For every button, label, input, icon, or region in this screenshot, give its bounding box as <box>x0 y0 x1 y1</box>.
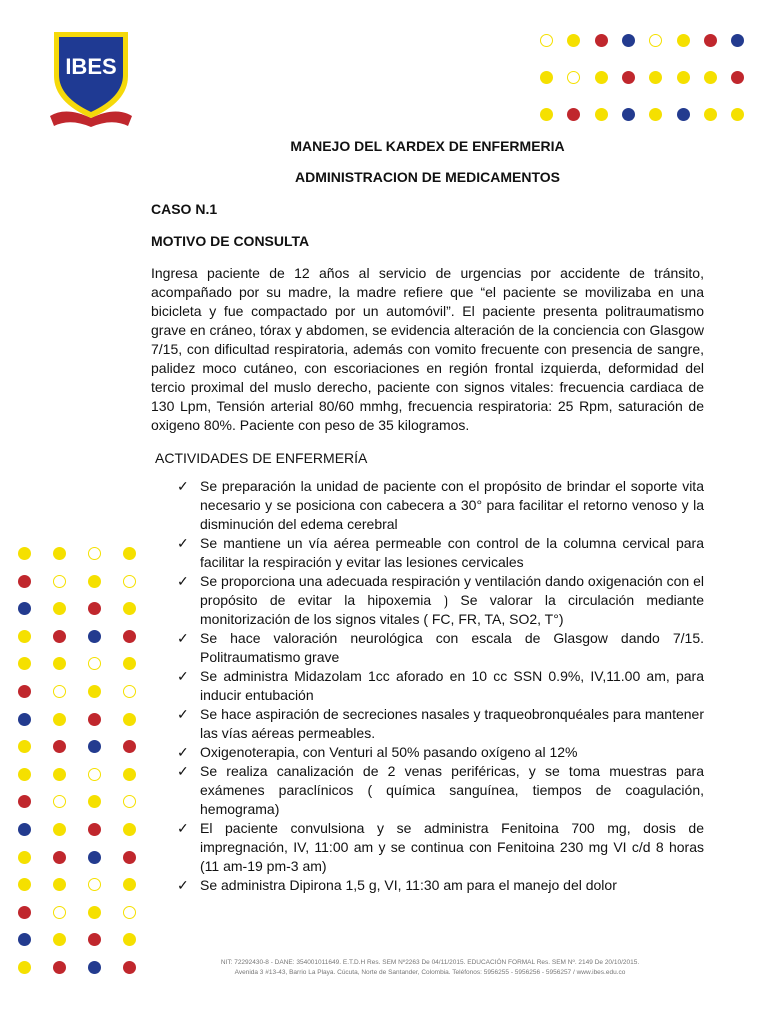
decorative-dot <box>731 71 744 84</box>
decorative-dot <box>18 713 31 726</box>
decorative-dot <box>53 630 66 643</box>
decorative-dot <box>18 851 31 864</box>
activity-text: Se hace valoración neurológica con escala de Glasgow dando 7/15. Politraumatismo grave <box>200 630 704 665</box>
decorative-dot <box>88 685 101 698</box>
decorative-dot <box>123 851 136 864</box>
decorative-dot <box>18 795 31 808</box>
footer-line-2: Avenida 3 #13-43, Barrio La Playa. Cúcuta, Norte de Santander, Colombia. Teléfonos: 5956255 - 5956256 - 5956257 / www.ibes.edu.co <box>234 969 626 976</box>
activity-text: Se proporciona una adecuada respiración y ventilación dando oxigenación con el propósito de evitar la hipoxemia ⟯ Se valorar la circulación mediante monitorización de los signos vitales ( FC, FR, TA, SO2, T°) <box>200 573 704 627</box>
decorative-dot <box>540 108 553 121</box>
decorative-dot <box>88 575 101 588</box>
decorative-dot <box>53 933 66 946</box>
decorative-dot <box>123 630 136 643</box>
check-icon: ✓ <box>177 630 189 646</box>
decorative-dot <box>88 740 101 753</box>
decorative-dot <box>18 630 31 643</box>
list-item <box>151 667 704 705</box>
decorative-dot <box>53 602 66 615</box>
decorative-dot <box>53 713 66 726</box>
decorative-dot <box>649 34 662 47</box>
decorative-dot <box>18 740 31 753</box>
list-item <box>151 876 704 895</box>
decorative-dots-top <box>540 34 750 124</box>
ibes-logo <box>46 28 136 128</box>
decorative-dot <box>18 575 31 588</box>
decorative-dot <box>53 961 66 974</box>
case-label: CASO N.1 <box>151 201 218 217</box>
list-item <box>151 743 704 762</box>
document-title: MANEJO DEL KARDEX DE ENFERMERIA <box>290 138 565 154</box>
decorative-dot <box>88 602 101 615</box>
decorative-dot <box>595 108 608 121</box>
decorative-dot <box>88 933 101 946</box>
decorative-dot <box>567 34 580 47</box>
decorative-dot <box>88 768 101 781</box>
list-item <box>151 705 704 743</box>
check-icon: ✓ <box>177 478 189 494</box>
decorative-dot <box>677 108 690 121</box>
decorative-dot <box>123 713 136 726</box>
decorative-dot <box>53 851 66 864</box>
decorative-dot <box>18 685 31 698</box>
decorative-dot <box>88 795 101 808</box>
decorative-dot <box>677 71 690 84</box>
decorative-dot <box>88 851 101 864</box>
check-icon: ✓ <box>177 763 189 779</box>
decorative-dot <box>88 906 101 919</box>
decorative-dot <box>88 713 101 726</box>
decorative-dots-left <box>18 547 148 987</box>
document-body <box>151 133 704 895</box>
list-item <box>151 629 704 667</box>
decorative-dot <box>540 34 553 47</box>
decorative-dot <box>731 108 744 121</box>
decorative-dot <box>567 108 580 121</box>
decorative-dot <box>53 823 66 836</box>
activity-text: Se administra Dipirona 1,5 g, VI, 11:30 am para el manejo del dolor <box>200 877 617 893</box>
activity-text: Se administra Midazolam 1cc aforado en 10 cc SSN 0.9%, IV,11.00 am, para inducir entubación <box>200 668 704 703</box>
list-item <box>151 572 704 629</box>
decorative-dot <box>123 685 136 698</box>
decorative-dot <box>88 657 101 670</box>
decorative-dot <box>18 878 31 891</box>
decorative-dot <box>123 823 136 836</box>
check-icon: ✓ <box>177 744 189 760</box>
check-icon: ✓ <box>177 668 189 684</box>
activity-text: Se mantiene un vía aérea permeable con control de la columna cervical para facilitar la respiración y evitar las lesiones cervicales <box>200 535 704 570</box>
check-icon: ✓ <box>177 877 189 893</box>
list-item <box>151 762 704 819</box>
decorative-dot <box>18 933 31 946</box>
decorative-dot <box>88 961 101 974</box>
decorative-dot <box>18 602 31 615</box>
decorative-dot <box>88 878 101 891</box>
check-icon: ✓ <box>177 535 189 551</box>
activity-text: Se preparación la unidad de paciente con el propósito de brindar el soporte vita necesario y se posiciona con cabecera a 30° para facilitar el retorno venoso y la disminución del edema cerebral <box>200 478 704 532</box>
decorative-dot <box>53 657 66 670</box>
decorative-dot <box>53 547 66 560</box>
activity-text: Se hace aspiración de secreciones nasales y traqueobronquéales para mantener las vías aéreas permeables. <box>200 706 704 741</box>
decorative-dot <box>123 575 136 588</box>
decorative-dot <box>53 906 66 919</box>
list-item <box>151 819 704 876</box>
decorative-dot <box>595 34 608 47</box>
decorative-dot <box>567 71 580 84</box>
decorative-dot <box>622 34 635 47</box>
decorative-dot <box>123 906 136 919</box>
check-icon: ✓ <box>177 706 189 722</box>
decorative-dot <box>53 768 66 781</box>
decorative-dot <box>123 547 136 560</box>
footer-line-1: NIT: 72292430-8 - DANE: 354001011649. E.T.D.H Res. SEM Nº2263 De 04/11/2015. EDUCACIÓN FORMAL Res. SEM Nº. 2149 De 20/10/2015. <box>220 959 640 966</box>
decorative-dot <box>123 878 136 891</box>
list-item <box>151 534 704 572</box>
check-icon: ✓ <box>177 820 189 836</box>
decorative-dot <box>123 961 136 974</box>
activity-text: El paciente convulsiona y se administra Fenitoina 700 mg, dosis de impregnación, IV, 11:00 am y se continua con Fenitoina 230 mg VI c/d 8 horas (11 am-19 pm-3 am) <box>200 820 704 874</box>
decorative-dot <box>704 108 717 121</box>
check-icon: ✓ <box>177 573 189 589</box>
decorative-dot <box>53 878 66 891</box>
decorative-dot <box>677 34 690 47</box>
decorative-dot <box>18 823 31 836</box>
case-description: Ingresa paciente de 12 años al servicio de urgencias por accidente de tránsito, acompañado por su madre, la madre refiere que “el paciente se movilizaba en una bicicleta y fue compactado por un automóvil”. El paciente presenta politraumatismo grave en cráneo, tórax y abdomen, se evidencia alteración de la conciencia con Glasgow 7/15, con dificultad respiratoria, además con vomito frecuente con presencia de sangre, palidez moco cutáneo, con escoriaciones en región frontal izquierda, deformidad del tercio proximal del muslo derecho, paciente con signos vitales: frecuencia cardiaca de 130 Lpm, Tensión arterial 80/60 mmhg, frecuencia respiratoria: 25 Rpm, saturación de oxigeno 80%. Paciente con peso de 35 kilogramos. <box>151 265 704 433</box>
decorative-dot <box>18 768 31 781</box>
decorative-dot <box>88 547 101 560</box>
decorative-dot <box>123 740 136 753</box>
decorative-dot <box>649 108 662 121</box>
decorative-dot <box>123 657 136 670</box>
decorative-dot <box>88 630 101 643</box>
decorative-dot <box>88 823 101 836</box>
decorative-dot <box>704 34 717 47</box>
decorative-dot <box>18 906 31 919</box>
decorative-dot <box>731 34 744 47</box>
decorative-dot <box>123 795 136 808</box>
decorative-dot <box>18 961 31 974</box>
decorative-dot <box>649 71 662 84</box>
decorative-dot <box>622 108 635 121</box>
decorative-dot <box>622 71 635 84</box>
decorative-dot <box>18 547 31 560</box>
activities-list <box>151 477 704 895</box>
decorative-dot <box>704 71 717 84</box>
decorative-dot <box>53 795 66 808</box>
reason-label: MOTIVO DE CONSULTA <box>151 233 310 249</box>
decorative-dot <box>123 933 136 946</box>
decorative-dot <box>53 685 66 698</box>
decorative-dot <box>540 71 553 84</box>
list-item <box>151 477 704 534</box>
document-subtitle: ADMINISTRACION DE MEDICAMENTOS <box>295 169 560 185</box>
decorative-dot <box>595 71 608 84</box>
decorative-dot <box>123 602 136 615</box>
decorative-dot <box>53 575 66 588</box>
page-footer <box>150 958 710 978</box>
activity-text: Se realiza canalización de 2 venas periféricas, y se toma muestras para exámenes paraclínicos ( química sanguínea, tiempos de coagulación, hemograma) <box>200 763 704 817</box>
decorative-dot <box>18 657 31 670</box>
decorative-dot <box>123 768 136 781</box>
decorative-dot <box>53 740 66 753</box>
logo-text: IBES <box>65 54 117 79</box>
activity-text: Oxigenoterapia, con Venturi al 50% pasando oxígeno al 12% <box>200 744 578 760</box>
activities-label: ACTIVIDADES DE ENFERMERÍA <box>155 450 368 466</box>
